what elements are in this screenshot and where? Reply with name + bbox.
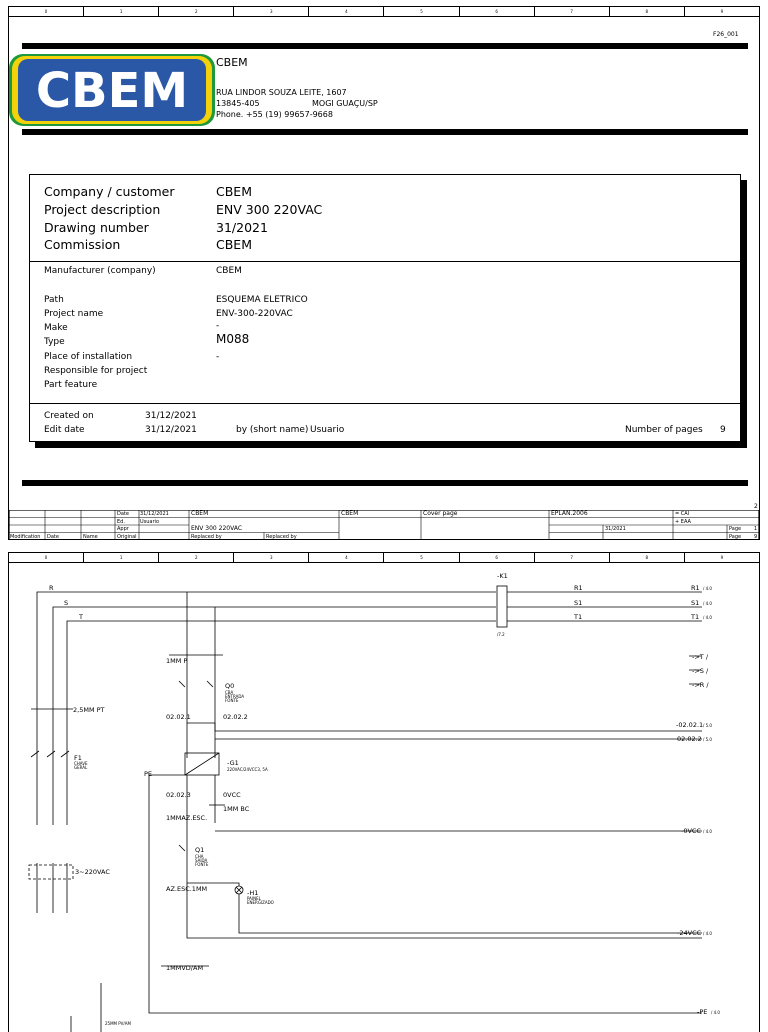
- section-divider: [30, 261, 740, 262]
- cable-25mm-label: 2,5MM PT: [73, 706, 105, 714]
- address-line: RUA LINDOR SOUZA LEITE, 1607: [216, 88, 347, 97]
- city: MOGI GUAÇU/SP: [312, 99, 378, 108]
- output-ref: R1: [691, 584, 700, 592]
- k1-output-wires: [507, 592, 702, 621]
- phase-t-wire: [67, 621, 496, 825]
- manufacturer-label: Manufacturer (company): [44, 266, 156, 276]
- title-block: [9, 510, 759, 540]
- ruler-mark: 0: [9, 7, 84, 16]
- cable-1mm-p-label: 1MM P: [166, 657, 188, 665]
- section-divider: [30, 403, 740, 404]
- phone: Phone. +55 (19) 99657-9668: [216, 110, 333, 119]
- bottom-wires: [71, 983, 101, 1032]
- detail-value: -: [216, 352, 220, 362]
- detail-label: Path: [44, 295, 64, 305]
- tb-project: ENV 300 220VAC: [191, 524, 243, 532]
- detail-label: Responsible for project: [44, 366, 148, 376]
- detail-value: ENV-300-220VAC: [216, 309, 293, 319]
- f1-desc: GERAL: [74, 765, 88, 770]
- manufacturer-value: CBEM: [216, 266, 242, 276]
- logo-text: CBEM: [35, 63, 189, 119]
- h1-label: -H1: [247, 889, 259, 897]
- ruler-mark: 1: [84, 7, 159, 16]
- tb-replaced-by-2: Replaced by: [266, 533, 297, 540]
- arrow-label: ->R /: [692, 681, 709, 689]
- q0-desc: FONTE: [225, 698, 239, 703]
- created-label: Created on: [44, 411, 94, 421]
- ruler-mark: 4: [309, 7, 384, 16]
- tb-drawing-no: 31/2021: [605, 526, 626, 532]
- net-ref: 02.02.2: [677, 735, 702, 743]
- phase-r-wire: [37, 592, 496, 825]
- ruler-mark: 0: [9, 553, 84, 562]
- net-label: 02.02.1: [166, 713, 191, 721]
- info-value: ENV 300 220VAC: [216, 202, 323, 217]
- tb-sheet-title: Cover page: [423, 510, 458, 517]
- tb-name-col: Name: [83, 533, 98, 540]
- arrow-label: ->S /: [692, 667, 709, 675]
- ruler-mark: 1: [84, 553, 159, 562]
- schematic-wiring: [9, 553, 759, 1032]
- net-ref-page: / 4.0: [703, 931, 712, 936]
- arrow-label: ->T /: [692, 653, 709, 661]
- net-24vcc-wire: [239, 894, 702, 933]
- info-value: CBEM: [216, 184, 252, 199]
- by-label: by (short name): [236, 425, 309, 435]
- output-ref-page: / 4.0: [703, 586, 712, 591]
- q1-label: Q1: [195, 846, 205, 854]
- footer-divider-bar: [22, 480, 748, 486]
- info-value: CBEM: [216, 237, 252, 252]
- pe-label: PE: [144, 770, 153, 778]
- by-value: Usuario: [310, 425, 345, 435]
- net-ref-page: / 5.0: [703, 737, 712, 742]
- ruler-mark: 4: [309, 553, 384, 562]
- pe-ref: -PE: [697, 1008, 708, 1016]
- f1-label: F1: [74, 754, 82, 762]
- info-label: Drawing number: [44, 220, 149, 235]
- k1-contactor: [497, 586, 507, 627]
- pages-label: Number of pages: [625, 425, 703, 435]
- net-020201-wire: [187, 723, 702, 731]
- edit-label: Edit date: [44, 425, 85, 435]
- g1-desc: 220VAC/24VCC3, 5A: [227, 767, 268, 772]
- tb-replaced-by: Replaced by: [191, 533, 222, 540]
- top-divider-bar: [22, 43, 748, 49]
- detail-label: Project name: [44, 309, 104, 319]
- schematic-sheet: [8, 552, 760, 1032]
- h1-return: [187, 883, 702, 938]
- ruler-mark: 3: [234, 7, 309, 16]
- net-label: 02.02.3: [166, 791, 191, 799]
- cable-bottom-label: 25MM PV/AM: [105, 1021, 131, 1026]
- header-divider-bar: [22, 129, 748, 135]
- ruler-mark: 3: [234, 553, 309, 562]
- net-ref-page: / 5.0: [703, 723, 712, 728]
- info-value: 31/2021: [216, 220, 268, 235]
- phase-s-wire: [53, 607, 496, 825]
- tb-date-label: Date: [117, 511, 129, 517]
- tb-eq1: = CAI: [675, 511, 690, 517]
- tb-modification-label: Modification: [10, 533, 41, 540]
- ruler-mark: 5: [384, 7, 459, 16]
- output-ref-page: / 4.0: [703, 601, 712, 606]
- next-page-number: 2: [754, 503, 758, 510]
- ruler-mark: 6: [460, 553, 535, 562]
- detail-label: Place of installation: [44, 352, 133, 362]
- h1-desc: ENERGIZADO: [247, 900, 274, 905]
- g1-diagonal: [185, 753, 219, 775]
- tb-page-value: 1: [754, 526, 758, 532]
- detail-label: Type: [44, 337, 65, 347]
- net-ref: -24VCC: [677, 929, 702, 937]
- tb-software: EPLAN.2006: [551, 510, 588, 517]
- info-label: Commission: [44, 237, 121, 252]
- q1-desc: FONTE: [195, 862, 209, 867]
- phase-lower-wires: [37, 863, 67, 913]
- detail-value: M088: [216, 332, 250, 346]
- g1-label: -G1: [227, 759, 239, 767]
- net-ref-page: / 4.0: [703, 829, 712, 834]
- detail-label: Make: [44, 323, 68, 333]
- cable-vd-label: 1MMVD/AM: [166, 964, 204, 972]
- f1-desc: CHAVE: [74, 761, 88, 766]
- net-ref: -0VCC: [681, 827, 702, 835]
- phase-label: R: [49, 584, 54, 592]
- column-ruler: [9, 7, 759, 17]
- detail-label: Part feature: [44, 380, 98, 390]
- cover-sheet: [8, 6, 760, 540]
- net-label: 0VCC: [223, 791, 241, 799]
- company-name: CBEM: [216, 56, 248, 69]
- phase-label: S: [64, 599, 69, 607]
- output-ref-page: / 4.0: [703, 615, 712, 620]
- output-ref: T1: [691, 613, 700, 621]
- cable-1mm-bc-label: 1MM BC: [223, 805, 250, 813]
- project-info-box: [29, 174, 741, 442]
- q0-desc: ENTRADA: [225, 694, 245, 699]
- tb-date-value: 31/12/2021: [140, 511, 169, 517]
- tb-date-col: Date: [47, 533, 59, 540]
- q0-switch-blades: [179, 681, 213, 687]
- k1-output-label: S1: [574, 599, 583, 607]
- q0-label: Q0: [225, 682, 235, 690]
- net-label: 02.02.2: [223, 713, 248, 721]
- edit-value: 31/12/2021: [145, 425, 197, 435]
- k1-output-label: T1: [574, 613, 583, 621]
- k1-ref: /7.2: [497, 632, 505, 637]
- k1-output-label: R1: [574, 584, 583, 592]
- supply-terminal-block: [29, 865, 73, 879]
- q1-switch-blade: [179, 845, 185, 851]
- tb-page-total: 9: [754, 533, 758, 540]
- ruler-mark: 9: [720, 9, 724, 14]
- q1-desc: SAIDA: [195, 858, 208, 863]
- ruler-mark: 8: [610, 553, 685, 562]
- q1-desc: CHA: [195, 854, 204, 859]
- created-value: 31/12/2021: [145, 411, 197, 421]
- cable-az-label: AZ.ESC.1MM: [166, 885, 208, 893]
- tb-ed-value: Usuario: [140, 518, 160, 525]
- ruler-mark: 9: [720, 555, 724, 560]
- tb-eq2: + EAA: [675, 518, 691, 525]
- ruler-mark: 6: [460, 7, 535, 16]
- detail-value: -: [216, 321, 220, 331]
- tb-original-label: Original: [117, 533, 137, 540]
- h1-desc: PAINEL: [247, 896, 261, 901]
- ruler-mark: 2: [159, 553, 234, 562]
- tb-page-label: Page: [729, 526, 742, 532]
- k1-label: -K1: [497, 572, 508, 580]
- ruler-mark: 7: [535, 7, 610, 16]
- tb-appr-label: Appr: [117, 526, 129, 532]
- pe-ref-page: / 4.0: [711, 1010, 720, 1015]
- cbem-logo: [9, 54, 215, 126]
- ruler-mark: 8: [610, 7, 685, 16]
- tb-ed-label: Ed.: [117, 518, 125, 525]
- supply-label: 3~220VAC: [75, 868, 110, 876]
- tb-customer: CBEM: [341, 510, 359, 517]
- cable-1mmaz-label: 1MMAZ.ESC.: [166, 814, 208, 822]
- phase-label: T: [79, 613, 83, 621]
- output-ref: S1: [691, 599, 700, 607]
- ruler-mark: 7: [535, 553, 610, 562]
- info-label: Project description: [44, 202, 161, 217]
- detail-value: ESQUEMA ELETRICO: [216, 295, 308, 305]
- tb-company: CBEM: [191, 510, 209, 517]
- q0-desc: CBA: [225, 690, 234, 695]
- ruler-mark: 5: [384, 553, 459, 562]
- pages-value: 9: [720, 425, 726, 435]
- page-id: F26_001: [713, 31, 739, 38]
- info-label: Company / customer: [44, 184, 175, 199]
- zip-code: 13845-405: [216, 99, 260, 108]
- ruler-mark: 2: [159, 7, 234, 16]
- net-ref: -02.02.1: [676, 721, 704, 729]
- tb-page-label-2: Page: [729, 533, 742, 540]
